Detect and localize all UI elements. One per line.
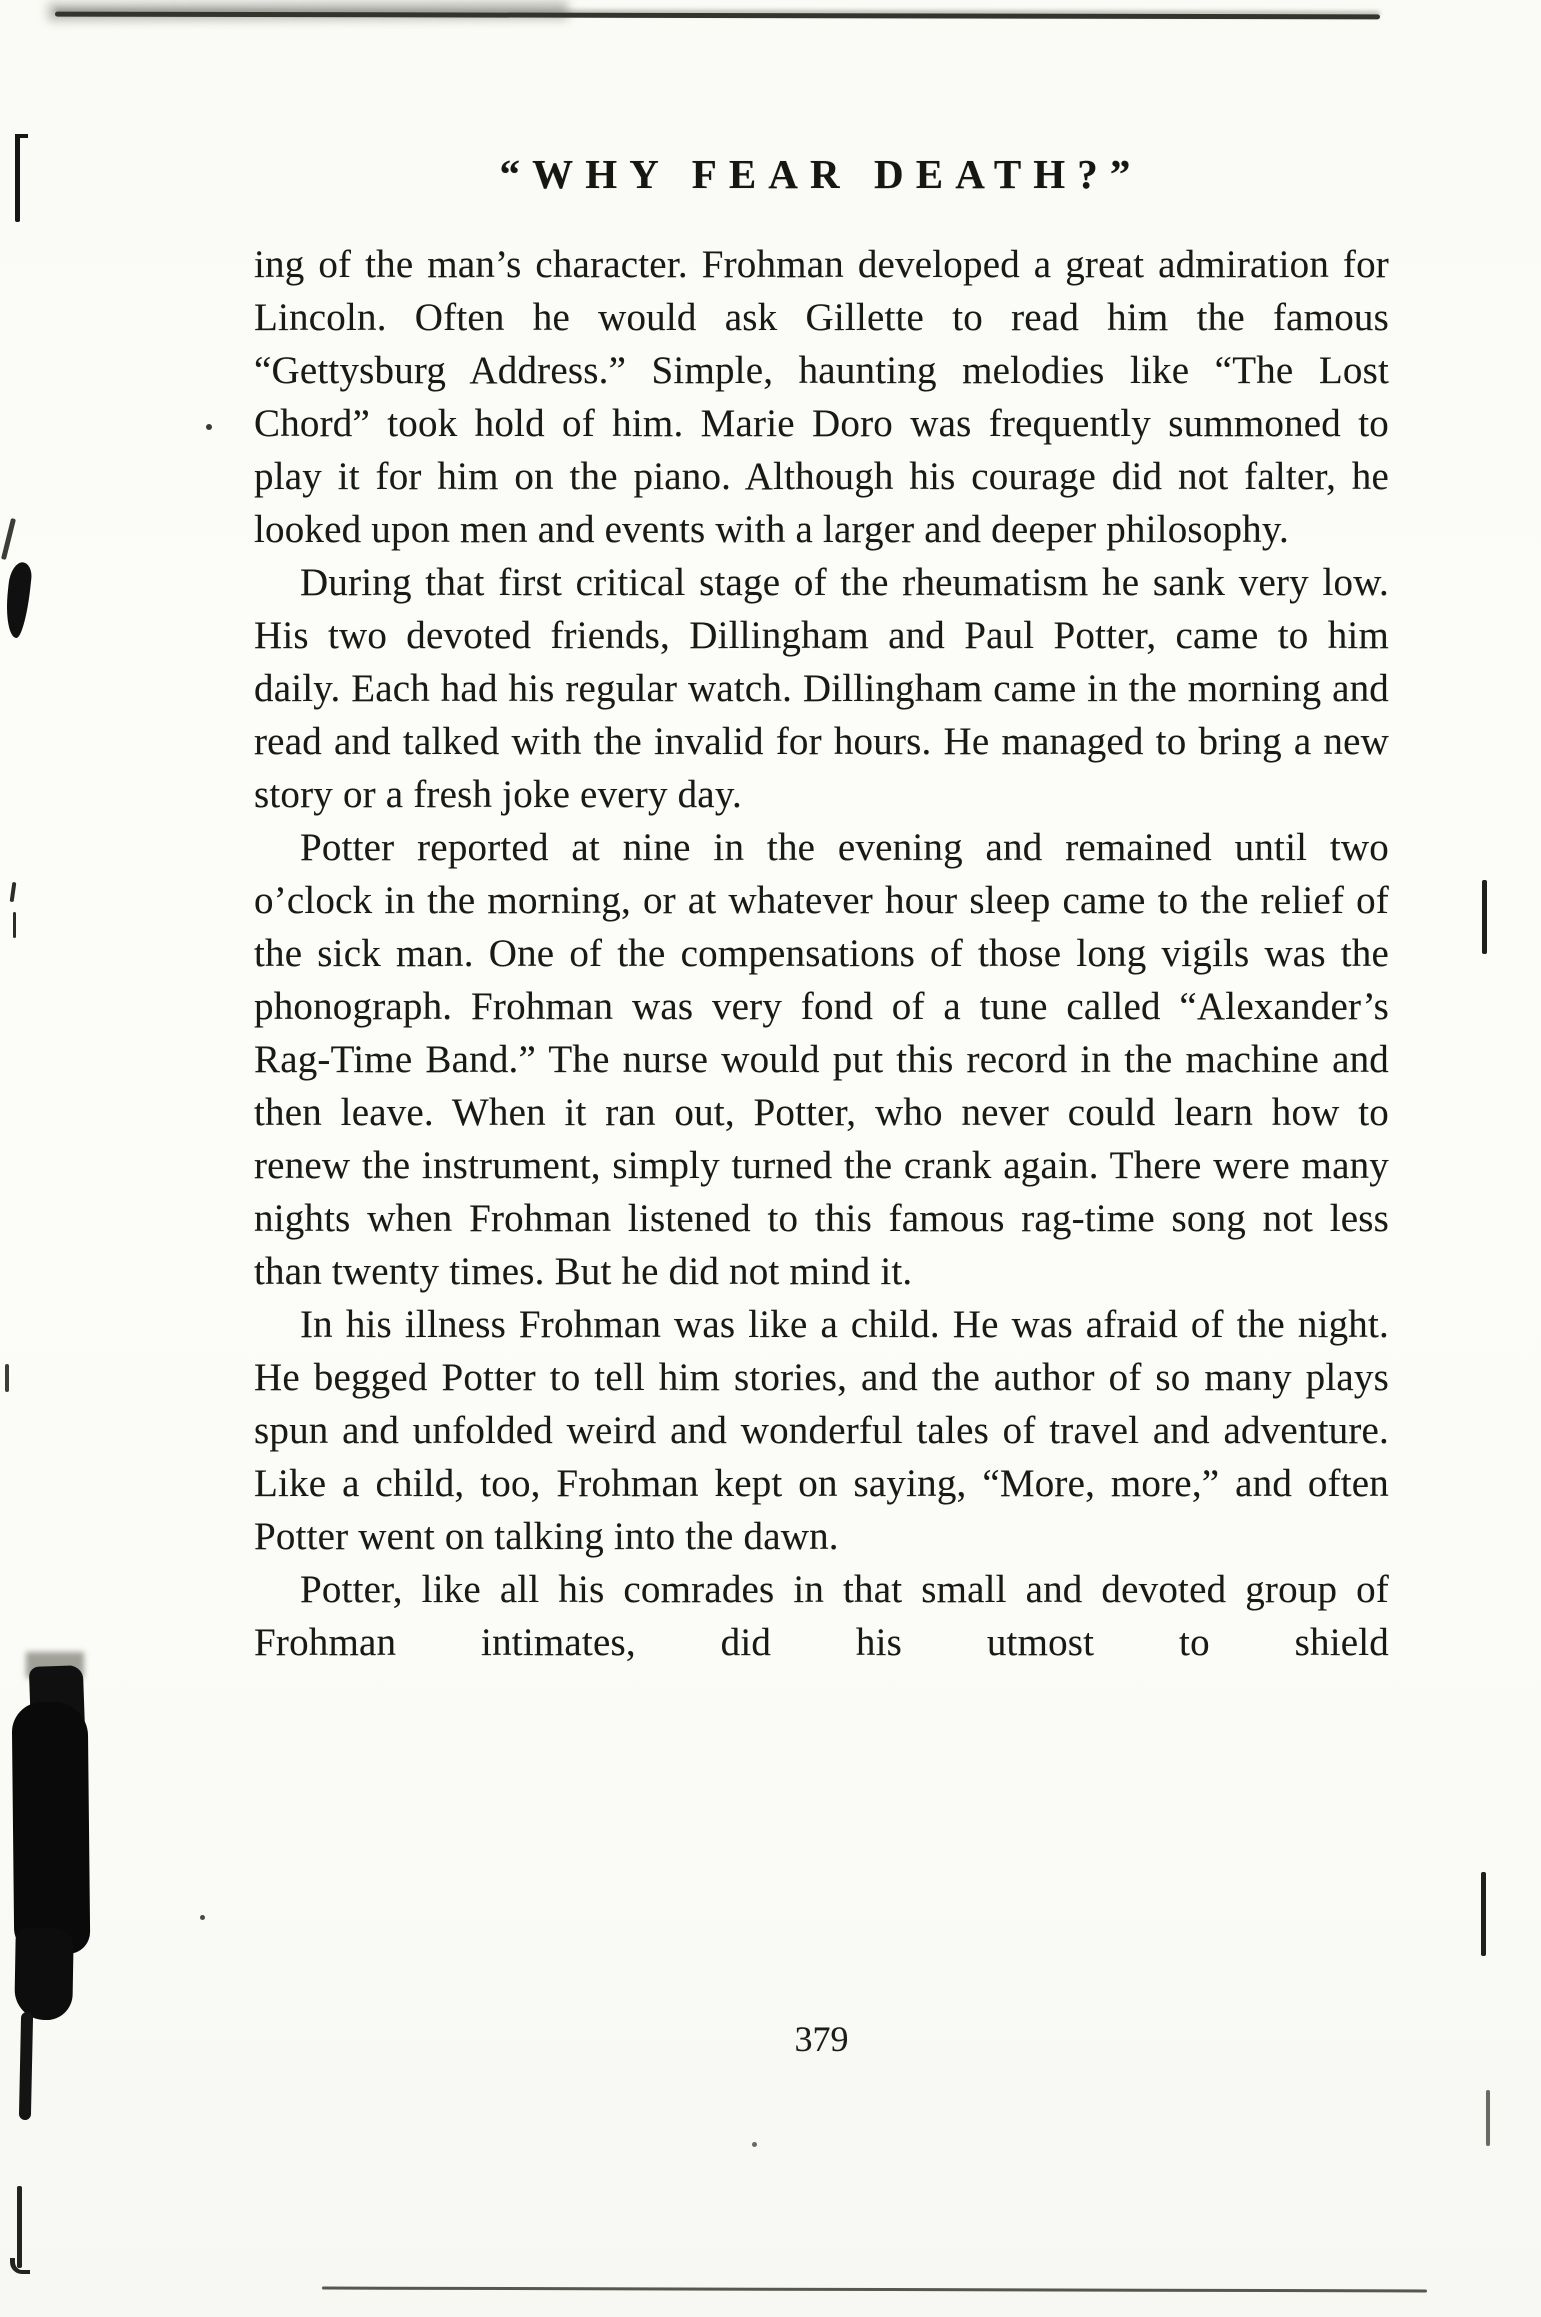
scan-artifact-left-tick [13, 912, 16, 938]
scan-artifact-left-dash [1, 518, 16, 560]
scan-artifact-left-hook-foot [10, 2258, 30, 2274]
scan-artifact-right-edge-mark [1481, 1872, 1486, 1956]
scan-artifact-ink-blob-tail [19, 2012, 33, 2120]
running-head: “WHY FEAR DEATH?” [499, 151, 1143, 197]
scan-artifact-left-bracket [15, 136, 20, 222]
paragraph: During that first critical stage of the rheumatism he sank very low. His two devoted friends, Dillingham and Paul Potter, came to him daily. Each had his regular watch. Dillingham came in the morning and read and talked with the invalid for hours. He managed to bring a new story or a fresh joke every day. [254, 561, 1389, 816]
scan-artifact-ink-blob [29, 1665, 85, 1737]
scan-artifact-ink-blob-halo [26, 1652, 84, 1678]
scan-artifact-ink-blob [12, 1702, 91, 1955]
scan-artifact-right-edge-mark [1486, 2090, 1490, 2146]
body-text-block [254, 238, 1389, 1669]
scan-artifact-left-dash [5, 1364, 9, 1392]
page-number: 379 [794, 2019, 849, 2059]
paragraph-continues-next-page: Potter, like all his comrades in that small and devoted group of Frohman intimates, did his utmost to shield [254, 1568, 1389, 1664]
scan-artifact-left-tick [10, 882, 17, 902]
scan-artifact-speck [752, 2142, 757, 2147]
scan-artifact-speck [206, 424, 212, 430]
scan-artifact-left-hook-line [17, 2186, 22, 2268]
paragraph: Potter reported at nine in the evening and remained until two o’clock in the morning, or at whatever hour sleep came to the relief of the sick man. One of the compensations of those long vigils was the phonograph. Frohman was very fond of a tune called “Alexander’s Rag-Time Band.” The nurse would put this record in the machine and then leave. When it ran out, Potter, who never could learn how to renew the instrument, simply turned the crank again. There were many nights when Frohman listened to this famous rag-time song not less than twenty times. But he did not mind it. [254, 826, 1389, 1293]
paragraph-continuation: ing of the man’s character. Frohman developed a great admiration for Lincoln. Often he would ask Gillette to read him the famous “Gettysburg Address.” Simple, haunting melodies like “The Lost Chord” took hold of him. Marie Doro was frequently summoned to play it for him on the piano. Although his courage did not falter, he looked upon men and events with a larger and deeper philosophy. [254, 243, 1389, 551]
scan-artifact-top-smear [48, 1, 568, 21]
scan-artifact-speck [200, 1915, 205, 1920]
scan-artifact-right-edge-mark [1482, 880, 1487, 954]
paragraph: In his illness Frohman was like a child. He was afraid of the night. He begged Potter to tell him stories, and the author of so many plays spun and unfolded weird and wonderful tales of travel and adventure. Like a child, too, Frohman kept on saying, “More, more,” and often Potter went on talking into the dawn. [254, 1303, 1389, 1558]
scan-artifact-left-ink-wedge [3, 561, 33, 639]
scan-artifact-bottom-edge-line [322, 2287, 1427, 2293]
scan-artifact-ink-blob [14, 1928, 74, 2021]
scan-artifact-top-edge-line [55, 12, 1380, 20]
